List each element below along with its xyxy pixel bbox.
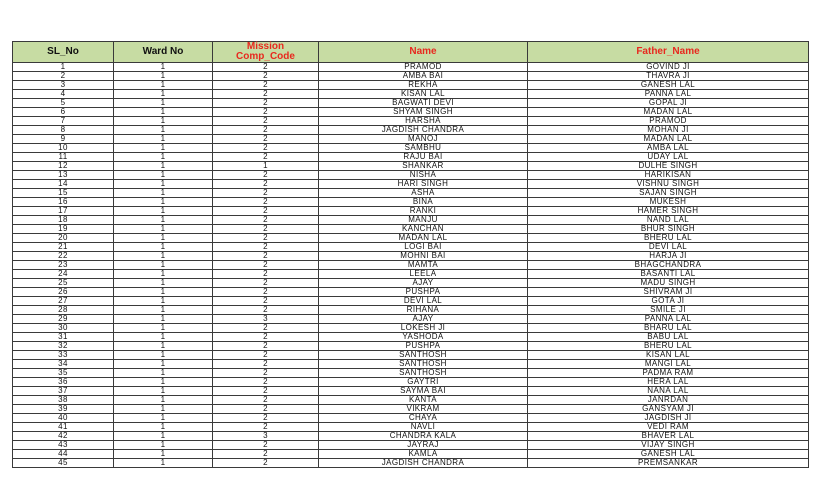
cell-name[interactable]: RANKI — [319, 207, 528, 216]
cell-name[interactable]: PRAMOD — [319, 63, 528, 72]
cell-ward-no[interactable]: 1 — [114, 279, 213, 288]
cell-father-name[interactable]: BABU LAL — [528, 333, 809, 342]
cell-sl-no[interactable]: 4 — [13, 90, 114, 99]
cell-name[interactable]: ASHA — [319, 189, 528, 198]
cell-sl-no[interactable]: 19 — [13, 225, 114, 234]
cell-father-name[interactable]: MANGI LAL — [528, 360, 809, 369]
cell-sl-no[interactable]: 36 — [13, 378, 114, 387]
table-row — [13, 108, 809, 117]
cell-sl-no[interactable]: 21 — [13, 243, 114, 252]
cell-name[interactable]: SANTHOSH — [319, 351, 528, 360]
cell-mission-code[interactable]: 3 — [213, 315, 319, 324]
cell-father-name[interactable]: MADU SINGH — [528, 279, 809, 288]
cell-father-name[interactable]: VEDI RAM — [528, 423, 809, 432]
cell-father-name[interactable]: AMBA LAL — [528, 144, 809, 153]
cell-name[interactable]: AJAY — [319, 279, 528, 288]
cell-father-name[interactable]: HAMER SINGH — [528, 207, 809, 216]
cell-name[interactable]: KISAN LAL — [319, 90, 528, 99]
cell-name[interactable]: MAMTA — [319, 261, 528, 270]
table-row — [13, 378, 809, 387]
cell-father-name[interactable]: VISHNU SINGH — [528, 180, 809, 189]
cell-mission-code[interactable]: 2 — [213, 72, 319, 81]
cell-name[interactable]: HARI SINGH — [319, 180, 528, 189]
table-row — [13, 414, 809, 423]
cell-sl-no[interactable]: 25 — [13, 279, 114, 288]
header-mission-line2: Comp_Code — [236, 51, 295, 62]
cell-name[interactable]: BINA — [319, 198, 528, 207]
table-row — [13, 180, 809, 189]
cell-father-name[interactable]: KISAN LAL — [528, 351, 809, 360]
cell-ward-no[interactable]: 1 — [114, 234, 213, 243]
cell-ward-no[interactable]: 1 — [114, 189, 213, 198]
cell-sl-no[interactable]: 38 — [13, 396, 114, 405]
cell-ward-no[interactable]: 1 — [114, 306, 213, 315]
cell-ward-no[interactable]: 1 — [114, 135, 213, 144]
table-row — [13, 459, 809, 468]
table-row — [13, 270, 809, 279]
cell-sl-no[interactable]: 37 — [13, 387, 114, 396]
cell-name[interactable]: SANTHOSH — [319, 360, 528, 369]
cell-ward-no[interactable]: 1 — [114, 144, 213, 153]
cell-father-name[interactable]: BHARU LAL — [528, 324, 809, 333]
cell-father-name[interactable]: JANRDAN — [528, 396, 809, 405]
cell-ward-no[interactable]: 1 — [114, 252, 213, 261]
cell-sl-no[interactable]: 3 — [13, 81, 114, 90]
cell-sl-no[interactable]: 34 — [13, 360, 114, 369]
cell-sl-no[interactable]: 39 — [13, 405, 114, 414]
cell-ward-no[interactable]: 1 — [114, 81, 213, 90]
cell-mission-code[interactable]: 2 — [213, 333, 319, 342]
cell-mission-code[interactable]: 2 — [213, 414, 319, 423]
table-row — [13, 144, 809, 153]
cell-father-name[interactable]: MUKESH — [528, 198, 809, 207]
cell-ward-no[interactable]: 1 — [114, 432, 213, 441]
cell-mission-code[interactable]: 2 — [213, 378, 319, 387]
table-row — [13, 90, 809, 99]
cell-ward-no[interactable]: 1 — [114, 342, 213, 351]
cell-father-name[interactable]: SMILE JI — [528, 306, 809, 315]
cell-name[interactable]: DEVI LAL — [319, 297, 528, 306]
table-row — [13, 279, 809, 288]
table-row — [13, 306, 809, 315]
cell-father-name[interactable]: HERA LAL — [528, 378, 809, 387]
table-row — [13, 99, 809, 108]
cell-ward-no[interactable]: 1 — [114, 423, 213, 432]
cell-mission-code[interactable]: 2 — [213, 423, 319, 432]
cell-mission-code[interactable]: 2 — [213, 189, 319, 198]
cell-sl-no[interactable]: 8 — [13, 126, 114, 135]
cell-mission-code[interactable]: 2 — [213, 63, 319, 72]
cell-name[interactable]: GAYTRI — [319, 378, 528, 387]
cell-ward-no[interactable]: 1 — [114, 225, 213, 234]
cell-mission-code[interactable]: 3 — [213, 432, 319, 441]
cell-name[interactable]: JAYRAJ — [319, 441, 528, 450]
header-ward-no[interactable]: Ward No — [114, 42, 213, 63]
cell-ward-no[interactable]: 1 — [114, 396, 213, 405]
header-sl-no[interactable]: SL_No — [13, 42, 114, 63]
cell-father-name[interactable]: HARIKISAN — [528, 171, 809, 180]
cell-mission-code[interactable]: 2 — [213, 441, 319, 450]
cell-name[interactable]: YASHODA — [319, 333, 528, 342]
cell-father-name[interactable]: SAJAN SINGH — [528, 189, 809, 198]
cell-mission-code[interactable]: 2 — [213, 243, 319, 252]
cell-father-name[interactable]: GANESH LAL — [528, 450, 809, 459]
table-row — [13, 126, 809, 135]
cell-mission-code[interactable]: 2 — [213, 342, 319, 351]
table-row — [13, 360, 809, 369]
cell-ward-no[interactable]: 1 — [114, 99, 213, 108]
cell-sl-no[interactable]: 30 — [13, 324, 114, 333]
cell-mission-code[interactable]: 2 — [213, 126, 319, 135]
cell-mission-code[interactable]: 2 — [213, 153, 319, 162]
cell-mission-code[interactable]: 2 — [213, 351, 319, 360]
table-row — [13, 198, 809, 207]
table-row — [13, 288, 809, 297]
cell-mission-code[interactable]: 2 — [213, 270, 319, 279]
cell-father-name[interactable]: HARJA JI — [528, 252, 809, 261]
cell-name[interactable]: LEELA — [319, 270, 528, 279]
cell-ward-no[interactable]: 1 — [114, 405, 213, 414]
cell-ward-no[interactable]: 1 — [114, 351, 213, 360]
cell-father-name[interactable]: GANESH LAL — [528, 81, 809, 90]
cell-mission-code[interactable]: 2 — [213, 279, 319, 288]
cell-sl-no[interactable]: 43 — [13, 441, 114, 450]
cell-father-name[interactable]: PREMSANKAR — [528, 459, 809, 468]
table-row — [13, 261, 809, 270]
cell-mission-code[interactable]: 2 — [213, 459, 319, 468]
table-row — [13, 243, 809, 252]
cell-name[interactable]: SANTHOSH — [319, 369, 528, 378]
cell-father-name[interactable]: PANNA LAL — [528, 315, 809, 324]
cell-mission-code[interactable]: 2 — [213, 360, 319, 369]
cell-mission-code[interactable]: 2 — [213, 180, 319, 189]
cell-sl-no[interactable]: 32 — [13, 342, 114, 351]
table-row — [13, 432, 809, 441]
cell-sl-no[interactable]: 28 — [13, 306, 114, 315]
cell-ward-no[interactable]: 1 — [114, 216, 213, 225]
cell-name[interactable]: MADAN LAL — [319, 234, 528, 243]
cell-ward-no[interactable]: 1 — [114, 369, 213, 378]
table-row — [13, 162, 809, 171]
cell-mission-code[interactable]: 2 — [213, 108, 319, 117]
cell-father-name[interactable]: VIJAY SINGH — [528, 441, 809, 450]
cell-father-name[interactable]: DEVI LAL — [528, 243, 809, 252]
cell-ward-no[interactable]: 1 — [114, 414, 213, 423]
table-row — [13, 81, 809, 90]
cell-ward-no[interactable]: 1 — [114, 108, 213, 117]
cell-name[interactable]: LOGI BAI — [319, 243, 528, 252]
table-row — [13, 171, 809, 180]
cell-sl-no[interactable]: 24 — [13, 270, 114, 279]
table-row — [13, 324, 809, 333]
cell-name[interactable]: PUSHPA — [319, 342, 528, 351]
cell-father-name[interactable]: JAGDISH JI — [528, 414, 809, 423]
table-row — [13, 252, 809, 261]
cell-father-name[interactable]: BASANTI LAL — [528, 270, 809, 279]
cell-ward-no[interactable]: 1 — [114, 90, 213, 99]
table-row — [13, 153, 809, 162]
table-row — [13, 387, 809, 396]
cell-mission-code[interactable]: 2 — [213, 99, 319, 108]
cell-name[interactable]: NAVLI — [319, 423, 528, 432]
cell-ward-no[interactable]: 1 — [114, 450, 213, 459]
cell-ward-no[interactable]: 1 — [114, 162, 213, 171]
table-row — [13, 225, 809, 234]
cell-ward-no[interactable]: 1 — [114, 207, 213, 216]
table-row — [13, 351, 809, 360]
cell-sl-no[interactable]: 42 — [13, 432, 114, 441]
cell-ward-no[interactable]: 1 — [114, 153, 213, 162]
cell-name[interactable]: MANJU — [319, 216, 528, 225]
cell-mission-code[interactable]: 2 — [213, 144, 319, 153]
cell-mission-code[interactable]: 2 — [213, 288, 319, 297]
table-row — [13, 396, 809, 405]
table-row — [13, 207, 809, 216]
table-row — [13, 117, 809, 126]
cell-mission-code[interactable]: 2 — [213, 81, 319, 90]
cell-name[interactable]: SHYAM SINGH — [319, 108, 528, 117]
cell-ward-no[interactable]: 1 — [114, 459, 213, 468]
cell-father-name[interactable]: BHAVER LAL — [528, 432, 809, 441]
cell-name[interactable]: AJAY — [319, 315, 528, 324]
cell-father-name[interactable]: MADAN LAL — [528, 108, 809, 117]
table-row — [13, 297, 809, 306]
spreadsheet — [12, 41, 808, 468]
cell-father-name[interactable]: MOHAN JI — [528, 126, 809, 135]
cell-father-name[interactable]: NAND LAL — [528, 216, 809, 225]
cell-sl-no[interactable]: 41 — [13, 423, 114, 432]
cell-mission-code[interactable]: 2 — [213, 450, 319, 459]
cell-name[interactable]: CHANDRA KALA — [319, 432, 528, 441]
cell-ward-no[interactable]: 1 — [114, 441, 213, 450]
cell-name[interactable]: LOKESH JI — [319, 324, 528, 333]
cell-ward-no[interactable]: 1 — [114, 333, 213, 342]
table-row — [13, 72, 809, 81]
header-father-name[interactable]: Father_Name — [528, 42, 809, 63]
cell-sl-no[interactable]: 31 — [13, 333, 114, 342]
cell-mission-code[interactable]: 2 — [213, 225, 319, 234]
cell-mission-code[interactable]: 2 — [213, 387, 319, 396]
cell-name[interactable]: CHAYA — [319, 414, 528, 423]
cell-father-name[interactable]: PRAMOD — [528, 117, 809, 126]
cell-sl-no[interactable]: 18 — [13, 216, 114, 225]
cell-sl-no[interactable]: 2 — [13, 72, 114, 81]
cell-mission-code[interactable]: 2 — [213, 207, 319, 216]
table-row — [13, 342, 809, 351]
header-mission-comp-code[interactable] — [213, 42, 319, 63]
beneficiary-table — [12, 41, 809, 468]
cell-ward-no[interactable]: 1 — [114, 297, 213, 306]
cell-mission-code[interactable]: 2 — [213, 306, 319, 315]
table-row — [13, 450, 809, 459]
cell-name[interactable]: KANCHAN — [319, 225, 528, 234]
cell-father-name[interactable]: UDAY LAL — [528, 153, 809, 162]
cell-sl-no[interactable]: 33 — [13, 351, 114, 360]
header-name[interactable]: Name — [319, 42, 528, 63]
cell-name[interactable]: NISHA — [319, 171, 528, 180]
cell-sl-no[interactable]: 10 — [13, 144, 114, 153]
table-row — [13, 63, 809, 72]
cell-father-name[interactable]: PANNA LAL — [528, 90, 809, 99]
cell-father-name[interactable]: GOTA JI — [528, 297, 809, 306]
cell-sl-no[interactable]: 7 — [13, 117, 114, 126]
cell-name[interactable]: PUSHPA — [319, 288, 528, 297]
cell-mission-code[interactable]: 2 — [213, 396, 319, 405]
cell-father-name[interactable]: BHAGCHANDRA — [528, 261, 809, 270]
cell-sl-no[interactable]: 11 — [13, 153, 114, 162]
cell-sl-no[interactable]: 23 — [13, 261, 114, 270]
cell-name[interactable]: RAJU BAI — [319, 153, 528, 162]
cell-mission-code[interactable]: 2 — [213, 297, 319, 306]
cell-name[interactable]: SAYMA BAI — [319, 387, 528, 396]
cell-mission-code[interactable]: 2 — [213, 324, 319, 333]
table-row — [13, 405, 809, 414]
cell-ward-no[interactable]: 1 — [114, 180, 213, 189]
cell-sl-no[interactable]: 27 — [13, 297, 114, 306]
cell-sl-no[interactable]: 15 — [13, 189, 114, 198]
cell-ward-no[interactable]: 1 — [114, 270, 213, 279]
cell-sl-no[interactable]: 12 — [13, 162, 114, 171]
cell-sl-no[interactable]: 1 — [13, 63, 114, 72]
header-mission-line1: Mission — [246, 41, 285, 52]
cell-sl-no[interactable]: 40 — [13, 414, 114, 423]
cell-mission-code[interactable]: 1 — [213, 162, 319, 171]
cell-father-name[interactable]: THAVRA JI — [528, 72, 809, 81]
cell-sl-no[interactable]: 9 — [13, 135, 114, 144]
table-row — [13, 135, 809, 144]
cell-name[interactable]: SAMBHU — [319, 144, 528, 153]
table-row — [13, 315, 809, 324]
cell-sl-no[interactable]: 17 — [13, 207, 114, 216]
cell-sl-no[interactable]: 35 — [13, 369, 114, 378]
cell-ward-no[interactable]: 1 — [114, 315, 213, 324]
cell-mission-code[interactable]: 2 — [213, 90, 319, 99]
table-row — [13, 423, 809, 432]
cell-name[interactable]: BAGWATI DEVI — [319, 99, 528, 108]
cell-father-name[interactable]: PADMA RAM — [528, 369, 809, 378]
cell-mission-code[interactable]: 2 — [213, 198, 319, 207]
cell-mission-code[interactable]: 2 — [213, 216, 319, 225]
cell-sl-no[interactable]: 13 — [13, 171, 114, 180]
cell-father-name[interactable]: NANA LAL — [528, 387, 809, 396]
cell-sl-no[interactable]: 22 — [13, 252, 114, 261]
cell-ward-no[interactable]: 1 — [114, 171, 213, 180]
cell-sl-no[interactable]: 6 — [13, 108, 114, 117]
header-row — [13, 42, 809, 63]
cell-sl-no[interactable]: 20 — [13, 234, 114, 243]
cell-sl-no[interactable]: 45 — [13, 459, 114, 468]
cell-father-name[interactable]: BHERU LAL — [528, 342, 809, 351]
cell-ward-no[interactable]: 1 — [114, 126, 213, 135]
cell-father-name[interactable]: BHUR SINGH — [528, 225, 809, 234]
cell-sl-no[interactable]: 26 — [13, 288, 114, 297]
cell-ward-no[interactable]: 1 — [114, 63, 213, 72]
cell-father-name[interactable]: MADAN LAL — [528, 135, 809, 144]
cell-name[interactable]: MOHNI BAI — [319, 252, 528, 261]
cell-sl-no[interactable]: 5 — [13, 99, 114, 108]
table-row — [13, 369, 809, 378]
cell-mission-code[interactable]: 2 — [213, 405, 319, 414]
cell-ward-no[interactable]: 1 — [114, 387, 213, 396]
cell-ward-no[interactable]: 1 — [114, 117, 213, 126]
cell-sl-no[interactable]: 16 — [13, 198, 114, 207]
cell-mission-code[interactable]: 2 — [213, 135, 319, 144]
table-row — [13, 234, 809, 243]
cell-mission-code[interactable]: 2 — [213, 252, 319, 261]
cell-name[interactable]: MANOJ — [319, 135, 528, 144]
cell-father-name[interactable]: GOVIND JI — [528, 63, 809, 72]
cell-ward-no[interactable]: 1 — [114, 198, 213, 207]
cell-father-name[interactable]: SHIVRAM JI — [528, 288, 809, 297]
cell-mission-code[interactable]: 2 — [213, 369, 319, 378]
cell-mission-code[interactable]: 2 — [213, 117, 319, 126]
cell-name[interactable]: JAGDISH CHANDRA — [319, 459, 528, 468]
cell-sl-no[interactable]: 14 — [13, 180, 114, 189]
cell-ward-no[interactable]: 1 — [114, 72, 213, 81]
cell-name[interactable]: KANTA — [319, 396, 528, 405]
cell-father-name[interactable]: GANSYAM JI — [528, 405, 809, 414]
cell-ward-no[interactable]: 1 — [114, 378, 213, 387]
table-row — [13, 333, 809, 342]
cell-ward-no[interactable]: 1 — [114, 360, 213, 369]
table-row — [13, 441, 809, 450]
cell-name[interactable]: VIKRAM — [319, 405, 528, 414]
cell-father-name[interactable]: GOPAL JI — [528, 99, 809, 108]
cell-sl-no[interactable]: 29 — [13, 315, 114, 324]
cell-father-name[interactable]: BHERU LAL — [528, 234, 809, 243]
cell-father-name[interactable]: DULHE SINGH — [528, 162, 809, 171]
cell-sl-no[interactable]: 44 — [13, 450, 114, 459]
cell-mission-code[interactable]: 2 — [213, 234, 319, 243]
cell-name[interactable]: SHANKAR — [319, 162, 528, 171]
table-body — [13, 63, 809, 468]
cell-mission-code[interactable]: 2 — [213, 261, 319, 270]
cell-name[interactable]: REKHA — [319, 81, 528, 90]
cell-name[interactable]: HARSHA — [319, 117, 528, 126]
cell-mission-code[interactable]: 2 — [213, 171, 319, 180]
cell-name[interactable]: JAGDISH CHANDRA — [319, 126, 528, 135]
cell-name[interactable]: RIHANA — [319, 306, 528, 315]
table-row — [13, 216, 809, 225]
cell-name[interactable]: KAMLA — [319, 450, 528, 459]
table-row — [13, 189, 809, 198]
cell-name[interactable]: AMBA BAI — [319, 72, 528, 81]
cell-ward-no[interactable]: 1 — [114, 243, 213, 252]
cell-ward-no[interactable]: 1 — [114, 261, 213, 270]
cell-ward-no[interactable]: 1 — [114, 324, 213, 333]
cell-ward-no[interactable]: 1 — [114, 288, 213, 297]
